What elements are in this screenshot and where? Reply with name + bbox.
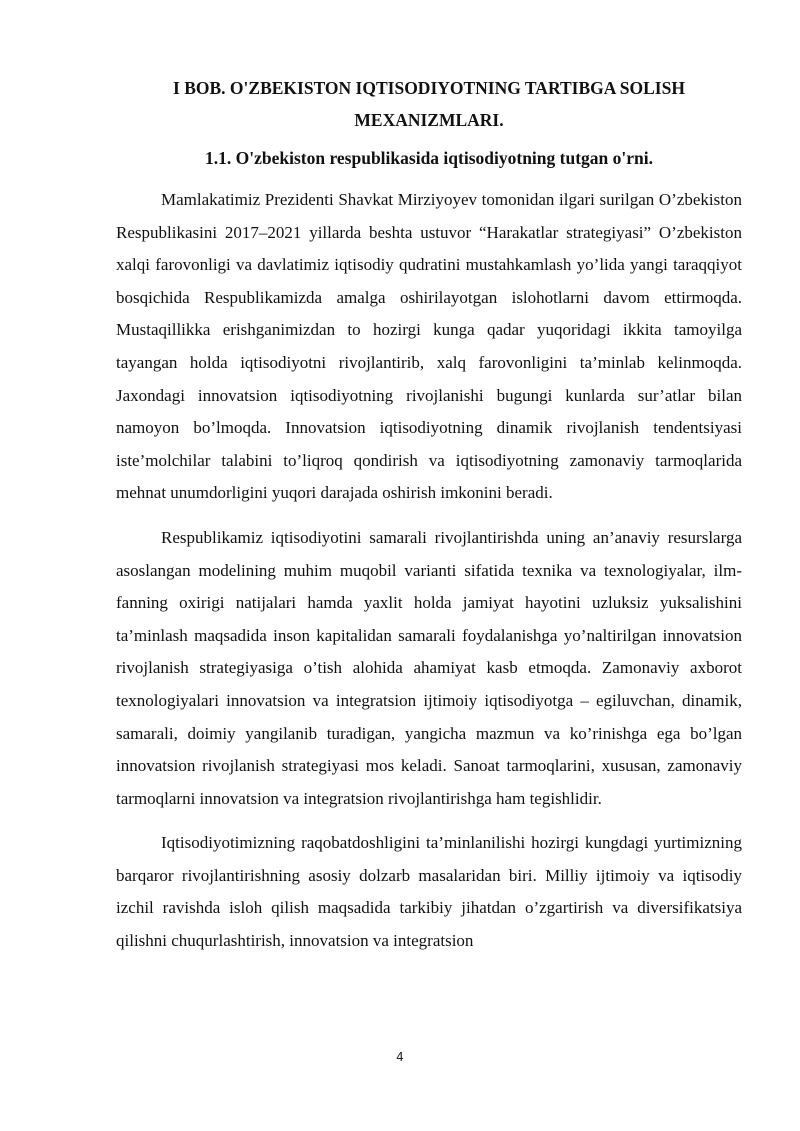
page-content bbox=[116, 72, 742, 970]
body-paragraph-1: Mamlakatimiz Prezidenti Shavkat Mirziyoyev tomonidan ilgari surilgan O’zbekiston Respublikasini 2017–2021 yillarda beshta ustuvor “Harakatlar strategiyasi” O’zbekiston xalqi farovonligi va davlatimiz iqtisodiy qudratini mustahkamlash yo’lida yangi taraqqiyot bosqichida Respublikamizda amalga oshirilayotgan islohotlarni davom ettirmoqda. Mustaqillikka erishganimizdan to hozirgi kunga qadar yuqoridagi ikkita tamoyilga tayangan holda iqtisodiyotni rivojlantirib, xalq farovonligini ta’minlab kelinmoqda. Jaxondagi innovatsion iqtisodiyotning rivojlanishi bugungi kunlarda sur’atlar bilan namoyon bo’lmoqda. Innovatsion iqtisodiyotning dinamik rivojlanish tendentsiyasi iste’molchilar talabini to’liqroq qondirish va iqtisodiyotning zamonaviy tarmoqlarida mehnat unumdorligini yuqori darajada oshirish imkonini beradi. bbox=[116, 190, 742, 503]
page-number: 4 bbox=[396, 1050, 404, 1064]
chapter-title: I BOB. O'ZBEKISTON IQTISODIYOTNING TARTIBGA SOLISH MEXANIZMLARI. bbox=[173, 78, 685, 130]
section-title: 1.1. O'zbekiston respublikasida iqtisodiyotning tutgan o'rni. bbox=[205, 148, 653, 168]
body-paragraph-3: Iqtisodiyotimizning raqobatdoshligini ta’minlanilishi hozirgi kungdagi yurtimizning barqaror rivojlantirishning asosiy dolzarb masalaridan biri. Milliy ijtimoiy va iqtisodiy izchil ravishda isloh qilish maqsadida tarkibiy jihatdan o’zgartirish va diversifikatsiya qilishni chuqurlashtirish, innovatsion va integratsion bbox=[116, 833, 742, 951]
body-paragraph-2: Respublikamiz iqtisodiyotini samarali rivojlantirishda uning an’anaviy resurslarga asoslangan modelining muhim muqobil varianti sifatida texnika va texnologiyalar, ilm-fanning oxirigi natijalari hamda yaxlit holda jamiyat hayotini uzluksiz yuksalishini ta’minlash maqsadida inson kapitalidan samarali foydalanishga yo’naltirilgan innovatsion rivojlanish strategiyasiga o’tish alohida ahamiyat kasb etmoqda. Zamonaviy axborot texnologiyalari innovatsion va integratsion ijtimoiy iqtisodiyotga – egiluvchan, dinamik, samarali, doimiy yangilanib turadigan, yangicha mazmun va ko’rinishga ega bo’lgan innovatsion rivojlanish strategiyasi mos keladi. Sanoat tarmoqlarini, xususan, zamonaviy tarmoqlarni innovatsion va integratsion rivojlantirishga ham tegishlidir. bbox=[116, 527, 742, 808]
